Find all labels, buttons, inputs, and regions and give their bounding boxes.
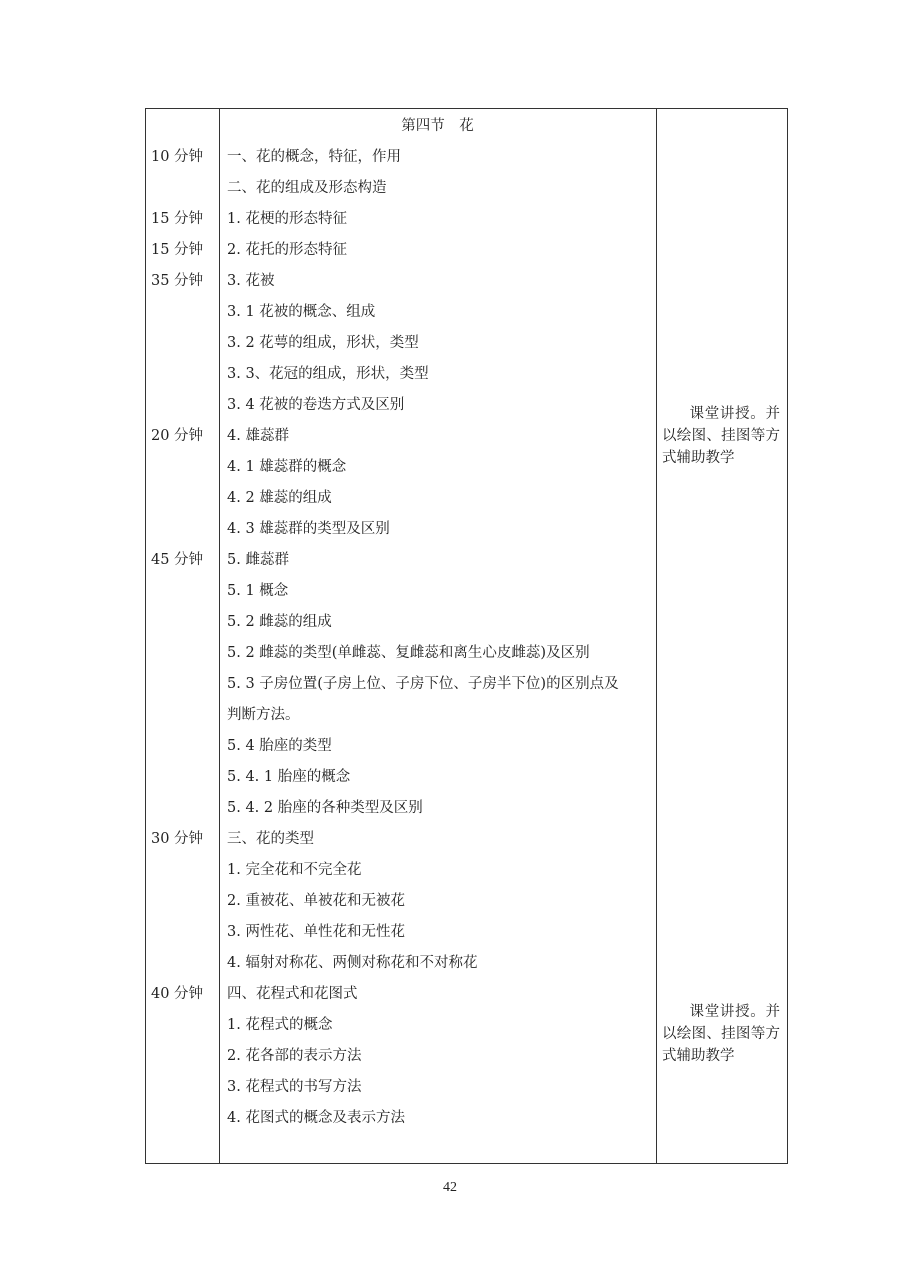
table-row xyxy=(146,638,787,669)
content-cell: 3. 花被 xyxy=(227,273,275,289)
content-cell: 4. 1 雄蕊群的概念 xyxy=(227,459,347,475)
table-row xyxy=(146,948,787,979)
content-cell: 三、花的类型 xyxy=(227,831,314,847)
content-cell: 判断方法。 xyxy=(227,707,300,723)
table-row xyxy=(146,762,787,793)
content-cell: 5. 4 胎座的类型 xyxy=(227,738,332,754)
table-row xyxy=(146,793,787,824)
table-row xyxy=(146,204,787,235)
table-row xyxy=(146,700,787,731)
content-cell: 5. 2 雌蕊的组成 xyxy=(227,614,332,630)
table-row xyxy=(146,607,787,638)
table-row xyxy=(146,359,787,390)
time-cell: 45 分钟 xyxy=(151,552,204,568)
time-cell: 10 分钟 xyxy=(151,149,204,165)
table-row xyxy=(146,235,787,266)
content-cell: 5. 1 概念 xyxy=(227,583,289,599)
table-row xyxy=(146,855,787,886)
table-row xyxy=(146,576,787,607)
time-cell: 40 分钟 xyxy=(151,986,204,1002)
content-cell: 2. 重被花、单被花和无被花 xyxy=(227,893,405,909)
content-cell: 4. 2 雄蕊的组成 xyxy=(227,490,332,506)
time-cell: 15 分钟 xyxy=(151,242,204,258)
table-row xyxy=(146,142,787,173)
table-row xyxy=(146,545,787,576)
table-row xyxy=(146,1103,787,1134)
content-cell: 4. 辐射对称花、两侧对称花和不对称花 xyxy=(227,955,478,971)
time-cell: 15 分钟 xyxy=(151,211,204,227)
time-cell: 35 分钟 xyxy=(151,273,204,289)
table-row xyxy=(146,297,787,328)
table-row xyxy=(146,917,787,948)
content-cell: 3. 两性花、单性花和无性花 xyxy=(227,924,405,940)
content-cell: 5. 3 子房位置(子房上位、子房下位、子房半下位)的区别点及 xyxy=(227,676,619,692)
content-cell: 2. 花各部的表示方法 xyxy=(227,1048,362,1064)
table-row xyxy=(146,328,787,359)
lesson-table xyxy=(145,108,788,1164)
content-cell: 1. 完全花和不完全花 xyxy=(227,862,362,878)
table-row xyxy=(146,824,787,855)
table-row xyxy=(146,669,787,700)
content-cell: 5. 雌蕊群 xyxy=(227,552,289,568)
page-number: 42 xyxy=(443,1180,457,1195)
content-cell: 四、花程式和花图式 xyxy=(227,986,358,1002)
content-cell: 3. 4 花被的卷迭方式及区别 xyxy=(227,397,405,413)
table-row xyxy=(146,731,787,762)
content-cell: 4. 花图式的概念及表示方法 xyxy=(227,1110,405,1126)
content-cell: 1. 花程式的概念 xyxy=(227,1017,333,1033)
teaching-method-1: 课堂讲授。并以绘图、挂图等方式辅助教学 xyxy=(662,406,780,466)
table-row xyxy=(146,1072,787,1103)
content-cell: 3. 2 花萼的组成，形状，类型 xyxy=(227,335,419,351)
time-cell: 30 分钟 xyxy=(151,831,204,847)
content-cell: 5. 4. 1 胎座的概念 xyxy=(227,769,351,785)
section-title: 第四节 花 xyxy=(401,118,474,134)
time-cell: 20 分钟 xyxy=(151,428,204,444)
table-row xyxy=(146,483,787,514)
content-cell: 3. 3、花冠的组成，形状，类型 xyxy=(227,366,429,382)
table-row xyxy=(146,266,787,297)
content-cell: 4. 3 雄蕊群的类型及区别 xyxy=(227,521,390,537)
content-cell: 5. 4. 2 胎座的各种类型及区别 xyxy=(227,800,423,816)
section-title-row xyxy=(146,111,787,142)
content-cell: 2. 花托的形态特征 xyxy=(227,242,347,258)
content-cell: 5. 2 雌蕊的类型(单雌蕊、复雌蕊和离生心皮雌蕊)及区别 xyxy=(227,645,590,661)
content-cell: 3. 花程式的书写方法 xyxy=(227,1079,362,1095)
teaching-method-2: 课堂讲授。并以绘图、挂图等方式辅助教学 xyxy=(662,1004,780,1064)
content-cell: 1. 花梗的形态特征 xyxy=(227,211,347,227)
content-cell: 3. 1 花被的概念、组成 xyxy=(227,304,376,320)
table-row xyxy=(146,514,787,545)
table-row xyxy=(146,886,787,917)
content-cell: 4. 雄蕊群 xyxy=(227,428,289,444)
content-cell: 一、花的概念，特征，作用 xyxy=(227,149,401,165)
content-cell: 二、花的组成及形态构造 xyxy=(227,180,387,196)
table-row xyxy=(146,173,787,204)
